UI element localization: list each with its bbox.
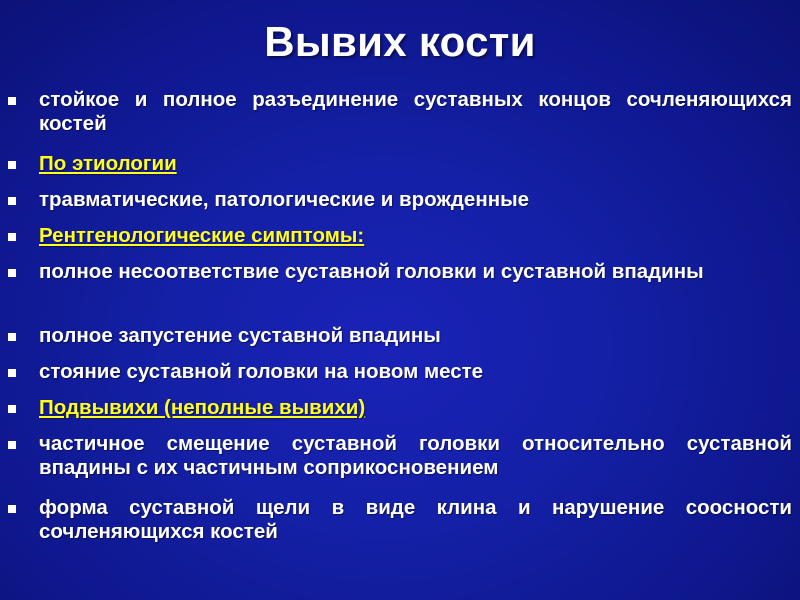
bullet-text-content: травматические, патологические и врожденные bbox=[39, 188, 529, 211]
bullet-marker-icon bbox=[8, 369, 16, 377]
bullet-text bbox=[39, 396, 792, 420]
bullet-item-etiology-types bbox=[0, 188, 800, 224]
bullet-text bbox=[39, 188, 792, 212]
bullet-text-content: стояние суставной головки на новом месте bbox=[39, 360, 484, 383]
bullet-item-partial-displacement bbox=[0, 432, 800, 496]
bullet-item-wedge-gap bbox=[0, 496, 800, 560]
xray-symptoms-heading-link[interactable]: Рентгенологические симптомы: bbox=[39, 224, 365, 247]
bullet-text-content: стойкое и полное разъединение суставных концов сочленяющихся костей bbox=[39, 88, 792, 135]
bullet-list bbox=[0, 88, 800, 560]
bullet-text bbox=[39, 152, 792, 176]
etiology-heading-link[interactable]: По этиологии bbox=[39, 152, 177, 175]
bullet-marker-icon bbox=[8, 505, 16, 513]
bullet-text bbox=[39, 324, 792, 348]
subluxation-heading-note: (неполные вывихи) bbox=[158, 396, 366, 419]
bullet-text bbox=[39, 88, 792, 136]
bullet-marker-icon bbox=[8, 405, 16, 413]
bullet-marker-icon bbox=[8, 441, 16, 449]
bullet-marker-icon bbox=[8, 333, 16, 341]
bullet-marker-icon bbox=[8, 97, 16, 105]
bullet-text bbox=[39, 260, 792, 284]
bullet-marker-icon bbox=[8, 233, 16, 241]
bullet-text bbox=[39, 224, 792, 248]
slide-title: Вывих кости bbox=[264, 18, 536, 65]
bullet-text bbox=[39, 360, 792, 384]
bullet-item-etiology-heading bbox=[0, 152, 800, 188]
subluxation-heading-link[interactable]: Подвывихи bbox=[39, 396, 159, 419]
bullet-text bbox=[39, 432, 792, 480]
bullet-marker-icon bbox=[8, 161, 16, 169]
bullet-text bbox=[39, 496, 792, 544]
bullet-item-definition bbox=[0, 88, 800, 152]
bullet-item-subluxation-heading bbox=[0, 396, 800, 432]
bullet-item-empty-socket bbox=[0, 324, 800, 360]
bullet-text-content: частичное смещение суставной головки относительно суставной впадины с их частичным соприкосновением bbox=[39, 432, 792, 479]
bullet-item-xray-heading bbox=[0, 224, 800, 260]
bullet-text-content: полное несоответствие суставной головки и суставной впадины bbox=[39, 260, 704, 283]
bullet-item-new-position bbox=[0, 360, 800, 396]
bullet-text-content: полное запустение суставной впадины bbox=[39, 324, 441, 347]
bullet-item-incongruence bbox=[0, 260, 800, 324]
bullet-marker-icon bbox=[8, 269, 16, 277]
bullet-marker-icon bbox=[8, 197, 16, 205]
bullet-text-content: форма суставной щели в виде клина и нарушение соосности сочленяющихся костей bbox=[39, 496, 792, 543]
